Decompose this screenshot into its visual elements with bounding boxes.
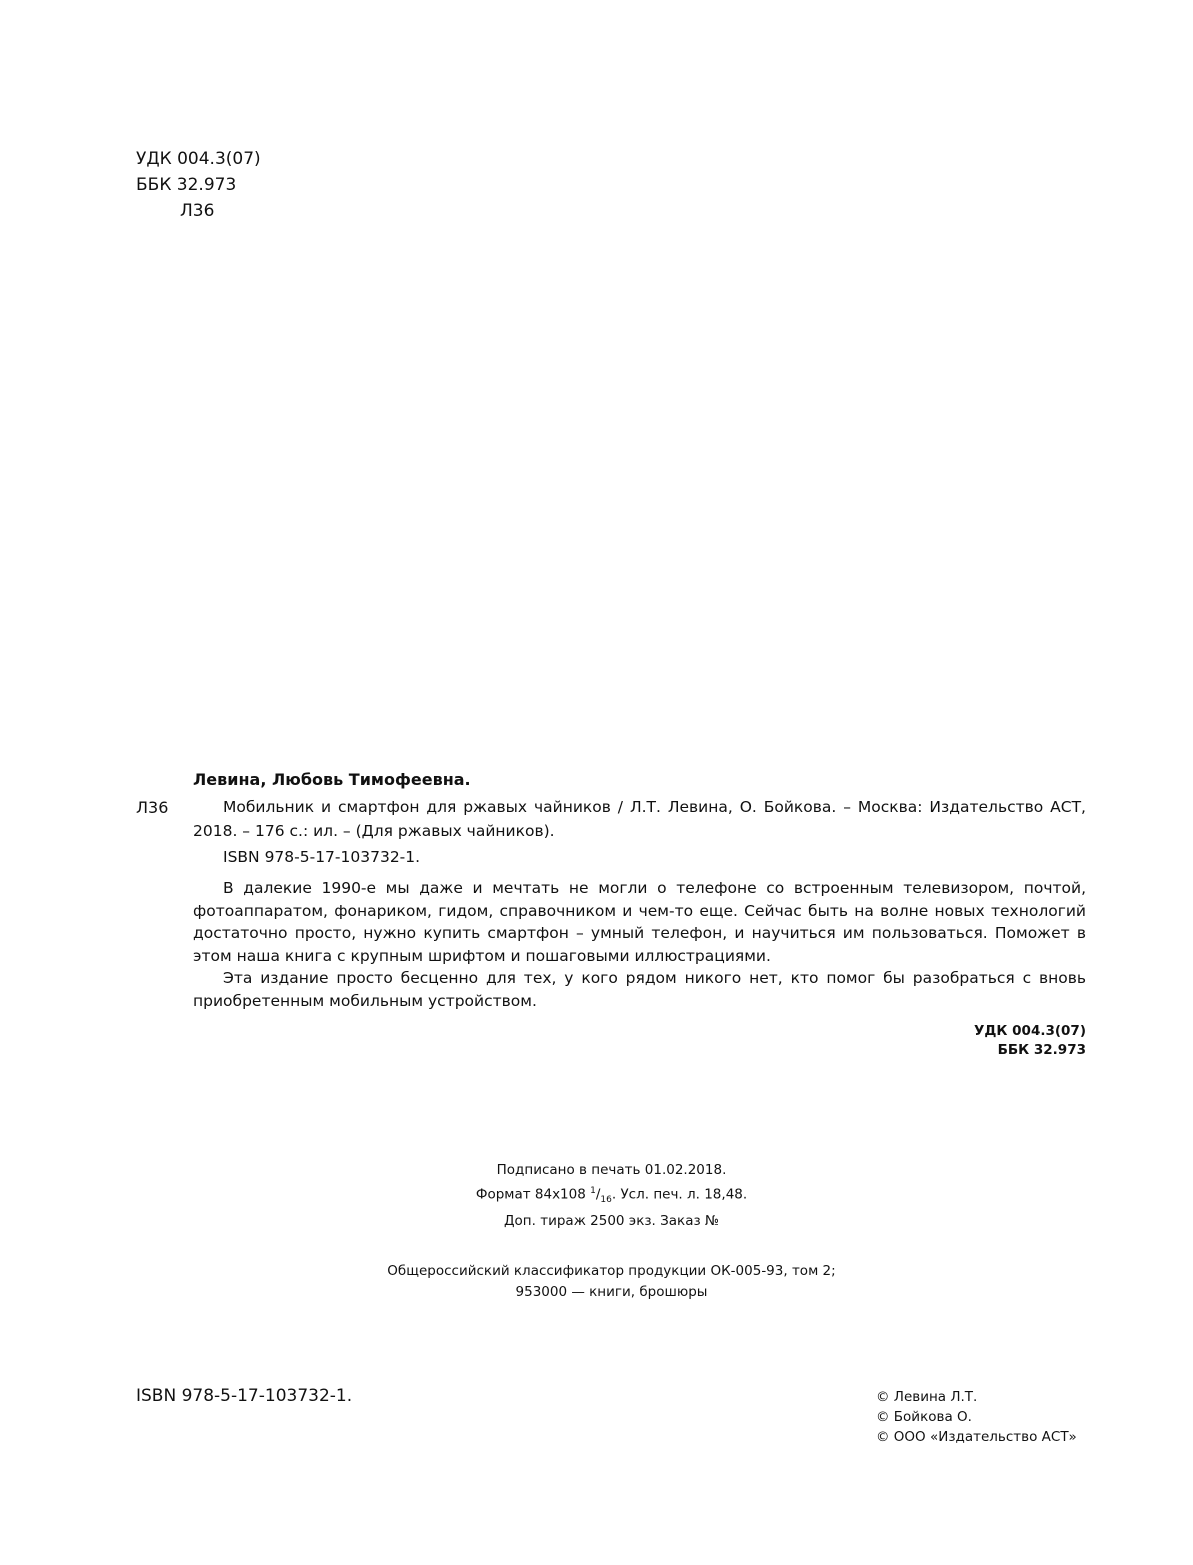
record-author: Левина, Любовь Тимофеевна. bbox=[193, 770, 471, 789]
record-isbn: ISBN 978-5-17-103732-1. bbox=[223, 848, 421, 866]
bbk-code: ББК 32.973 bbox=[136, 175, 237, 195]
record-author-sign: Л36 bbox=[136, 798, 169, 817]
annotation-paragraph-1: В далекие 1990-е мы даже и мечтать не могли о телефоне со встроенным телевизором, почтой, фотоаппаратом, фонариком, гидом, справочником и чем-то еще. Сейчас быть на волне новых технологий достаточно просто, нужно купить смартфон – умный телефон, и научиться им пользоваться. Поможет в этом наша книга с крупным шрифтом и пошаговыми иллюстрациями. bbox=[193, 879, 1086, 965]
author-sign: Л36 bbox=[180, 201, 215, 221]
classifier-line-2: 953000 — книги, брошюры bbox=[515, 1284, 708, 1300]
bbk-code-right: ББК 32.973 bbox=[997, 1042, 1086, 1058]
format-numerator: 1 bbox=[590, 1186, 596, 1196]
copyright-line: © Левина Л.Т. bbox=[876, 1389, 978, 1405]
record-title-line: Мобильник и смартфон для ржавых чайников / Л.Т. Левина, О. Бойкова. – Москва: Издательство АСТ, 2018. – 176 с.: ил. – (Для ржавых чайников). bbox=[193, 798, 1086, 840]
classifier-line-1: Общероссийский классификатор продукции ОК-005-93, том 2; bbox=[387, 1263, 836, 1279]
annotation-paragraph-2: Эта издание просто бесценно для тех, у кого рядом никого нет, кто помог бы разобраться с вновь приобретенным мобильным устройством. bbox=[193, 969, 1086, 1010]
isbn-bottom: ISBN 978-5-17-103732-1. bbox=[136, 1386, 353, 1406]
copyright-line: © ООО «Издательство АСТ» bbox=[876, 1429, 1077, 1445]
udk-code: УДК 004.3(07) bbox=[136, 149, 261, 169]
format-denominator: 16 bbox=[600, 1195, 612, 1206]
copyright-line: © Бойкова О. bbox=[876, 1409, 972, 1425]
format-line: Формат 84х108 $^1/_{16}$. Усл. печ. л. 18,48. bbox=[475, 1186, 748, 1206]
classification-right bbox=[974, 1022, 1086, 1060]
product-classifier bbox=[0, 1261, 1193, 1303]
copyright-block bbox=[876, 1387, 1077, 1447]
print-info bbox=[0, 1160, 1193, 1232]
bibliographic-description bbox=[193, 795, 1086, 1012]
top-classification bbox=[136, 146, 261, 224]
print-run: Доп. тираж 2500 экз. Заказ № bbox=[504, 1213, 719, 1230]
format-suffix: . Усл. печ. л. 18,48. bbox=[611, 1186, 748, 1203]
format-prefix: Формат 84х108 bbox=[475, 1186, 591, 1203]
signed-date: Подписано в печать 01.02.2018. bbox=[496, 1162, 727, 1178]
udk-code-right: УДК 004.3(07) bbox=[974, 1023, 1086, 1039]
